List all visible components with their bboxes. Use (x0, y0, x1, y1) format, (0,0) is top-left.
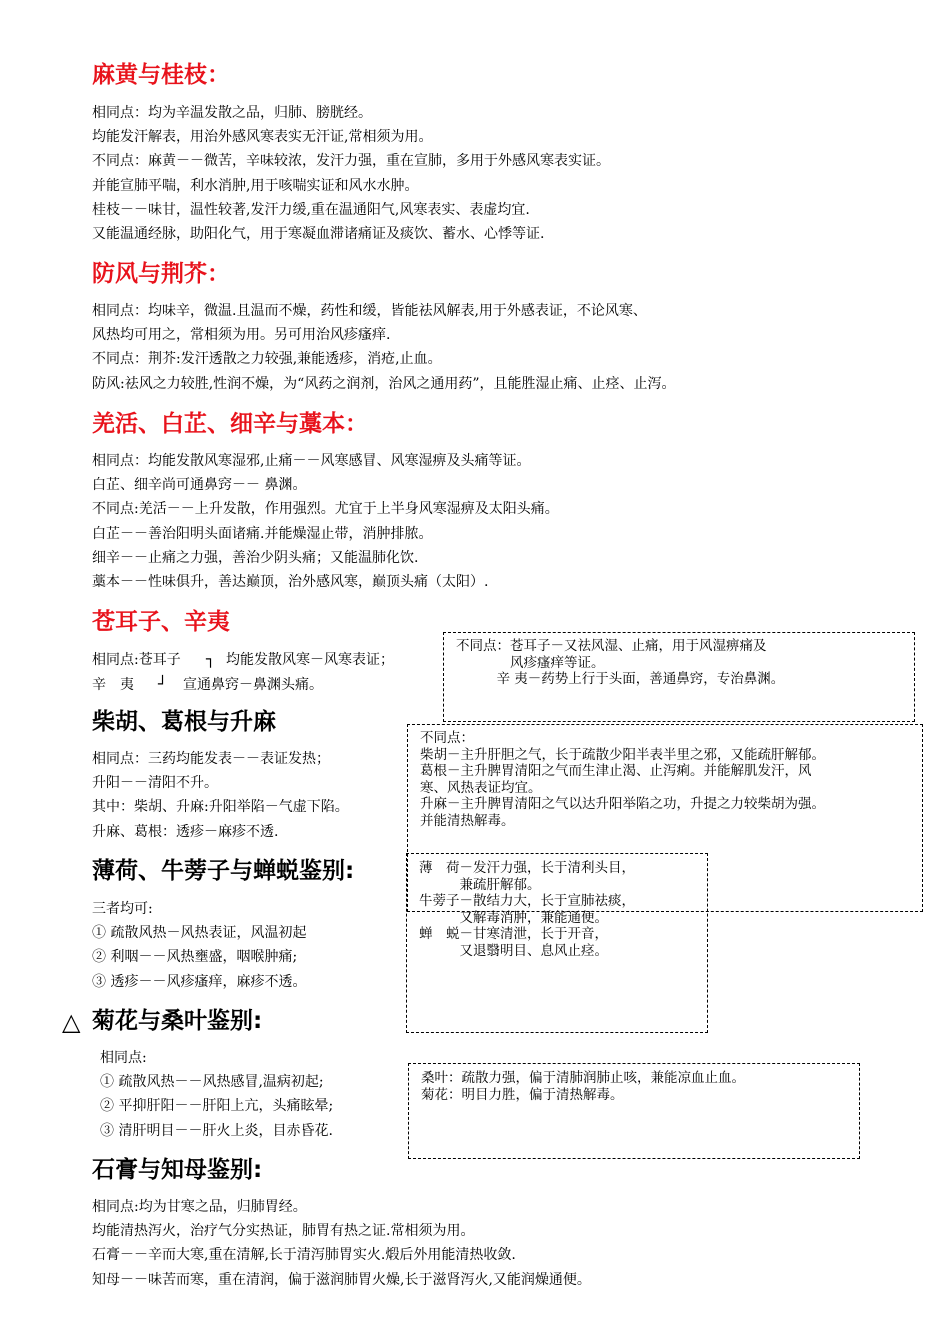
text-line: 三者均可: (92, 901, 153, 917)
text-line: 石膏－－辛而大寒,重在清解,长于清泻肺胃实火.煅后外用能清热收敛. (92, 1247, 516, 1264)
text-line: 并能宣肺平喘，利水消肿,用于咳喘实证和风水水肿。 (92, 177, 419, 194)
text-line: 不同点：荆芥:发汗透散之力较强,兼能透疹，消疮,止血。 (92, 351, 442, 368)
text-line: 相同点：均能发散风寒湿邪,止痛－－风寒感冒、风寒湿痹及头痛等证。 (92, 453, 531, 469)
text-line: 升麻、葛根：透疹－麻疹不透. (92, 823, 279, 840)
text-line: 相同点：三药均能发表－－表证发热； (92, 751, 330, 767)
text-line: 相同点：均味辛，微温.且温而不燥，药性和缓，皆能祛风解表,用于外感表证，不论风寒、 (92, 303, 647, 319)
box-line: 辛 夷－药势上行于头面，善通鼻窍，专治鼻渊。 (456, 671, 785, 688)
text-line: 白芷－－善治阳明头面诸痛.并能燥湿止带，消肿排脓。 (92, 525, 433, 542)
text-line: 相同点: (100, 1050, 147, 1066)
text-line: ② 利咽－－风热壅盛，咽喉肿痛; (92, 949, 298, 966)
box-line: 寒、风热表证均宜。 (420, 779, 542, 796)
section-body-fangfeng (92, 299, 675, 396)
triangle-icon: △ (62, 1008, 81, 1036)
bracket-bottom-icon: ┘ (158, 675, 168, 693)
text-line: ③ 清肝明目－－肝火上炎，目赤昏花. (100, 1122, 333, 1139)
text-line: 相同点:均为甘寒之品，归肺胃经。 (92, 1199, 307, 1215)
cangerzi-difference-box (443, 632, 915, 722)
section-body-qianghuo (92, 449, 559, 594)
text-line: 知母－－味苦而寒，重在清润，偏于滋润肺胃火燥,长于滋肾泻火,又能润燥通便。 (92, 1271, 591, 1288)
box-line: 不同点： (420, 730, 474, 746)
text-line: ② 平抑肝阳－－肝阳上亢，头痛眩晕; (100, 1098, 334, 1115)
box-line: 并能清热解毒。 (420, 812, 515, 829)
cangerzi-text-1: 均能发散风寒－风寒表证； (226, 652, 394, 668)
box-line: 不同点：苍耳子－又祛风湿、止痛，用于风湿痹痛及 (456, 638, 767, 654)
section-body-bohe (92, 897, 306, 994)
section-title-mahuang: 麻黄与桂枝： (92, 62, 230, 88)
bohe-difference-box (406, 853, 708, 1033)
section-body-shigao (92, 1195, 591, 1292)
box-line: 柴胡－主升肝胆之气，长于疏散少阳半表半里之邪，又能疏肝解郁。 (420, 746, 825, 763)
box-line: 又退翳明目、息风止痉。 (419, 942, 608, 959)
section-title-chaihu: 柴胡、葛根与升麻 (92, 709, 276, 735)
section-title-qianghuo: 羌活、白芷、细辛与藁本： (92, 411, 368, 437)
box-line: 葛根－主升脾胃清阳之气而生津止渴、止泻痢。并能解肌发汗，风 (420, 763, 812, 780)
box-line: 牛蒡子－散结力大，长于宣肺祛痰， (419, 893, 635, 910)
text-line: 桂枝－－味甘，温性较著,发汗力缓,重在温通阳气,风寒表实、表虚均宜. (92, 201, 530, 218)
box-line: 风疹瘙痒等证。 (456, 654, 605, 671)
text-line: 又能温通经脉，助阳化气，用于寒凝血滞诸痛证及痰饮、蓄水、心悸等证. (92, 226, 545, 243)
section-body-juhua (100, 1046, 333, 1143)
text-line: 均能清热泻火，治疗气分实热证，肺胃有热之证.常相须为用。 (92, 1223, 475, 1240)
cangerzi-label-2: 辛 夷 (92, 677, 134, 693)
box-line: 蝉 蜕－甘寒清泄，长于开音， (419, 926, 608, 943)
cangerzi-text-2: 宣通鼻窍－鼻渊头痛。 (183, 677, 323, 693)
text-line: 不同点：麻黄－－微苦，辛味较浓，发汗力强，重在宣肺，多用于外感风寒表实证。 (92, 153, 610, 170)
box-line: 兼疏肝解郁。 (419, 876, 541, 893)
box-line: 升麻－主升脾胃清阳之气以达升阳举陷之功，升提之力较柴胡为强。 (420, 796, 825, 813)
text-line: 藁本－－性味俱升，善达巅顶，治外感风寒，巅顶头痛（太阳）. (92, 574, 489, 591)
text-line: 其中：柴胡、升麻:升阳举陷－气虚下陷。 (92, 799, 349, 816)
box-line: 菊花：明目力胜，偏于清热解毒。 (421, 1086, 624, 1103)
section-title-shigao: 石膏与知母鉴别: (92, 1157, 263, 1183)
text-line: ① 疏散风热－－风热感冒,温病初起; (100, 1074, 324, 1091)
text-line: 相同点：均为辛温发散之品，归肺、膀胱经。 (92, 105, 372, 121)
section-body-mahuang (92, 101, 610, 246)
text-line: 风热均可用之，常相须为用。另可用治风疹瘙痒. (92, 327, 391, 344)
bracket-top-icon: ┐ (206, 650, 216, 668)
text-line: 白芷、细辛尚可通鼻窍－－ 鼻渊。 (92, 477, 307, 494)
box-line: 又解毒消肿，兼能通便。 (419, 909, 608, 926)
text-line: 均能发汗解表，用治外感风寒表实无汗证,常相须为用。 (92, 129, 433, 146)
section-body-chaihu (92, 747, 349, 844)
text-line: ③ 透疹－－风疹瘙痒，麻疹不透。 (92, 973, 307, 990)
section-title-juhua: 菊花与桑叶鉴别: (92, 1008, 263, 1034)
section-title-bohe: 薄荷、牛蒡子与蝉蜕鉴别: (92, 858, 355, 884)
text-line: 升阳－－清阳不升。 (92, 775, 218, 792)
text-line: 防风:祛风之力较胜,性润不燥，为“风药之润剂，治风之通用药”，且能胜湿止痛、止痉、止泻。 (92, 375, 676, 392)
box-line: 桑叶：疏散力强，偏于清肺润肺止咳，兼能凉血止血。 (421, 1070, 745, 1086)
cangerzi-label-1: 相同点:苍耳子 (92, 652, 181, 668)
section-title-fangfeng: 防风与荆芥： (92, 261, 230, 287)
text-line: 不同点:羌活－－上升发散，作用强烈。尤宜于上半身风寒湿痹及太阳头痛。 (92, 501, 559, 518)
juhua-difference-box (408, 1063, 860, 1159)
section-title-cangerzi: 苍耳子、辛夷 (92, 609, 230, 635)
text-line: 细辛－－止痛之力强，善治少阴头痛；又能温肺化饮. (92, 549, 419, 566)
box-line: 薄 荷－发汗力强，长于清利头目， (419, 860, 635, 876)
text-line: ① 疏散风热－风热表证，风温初起 (92, 925, 307, 942)
